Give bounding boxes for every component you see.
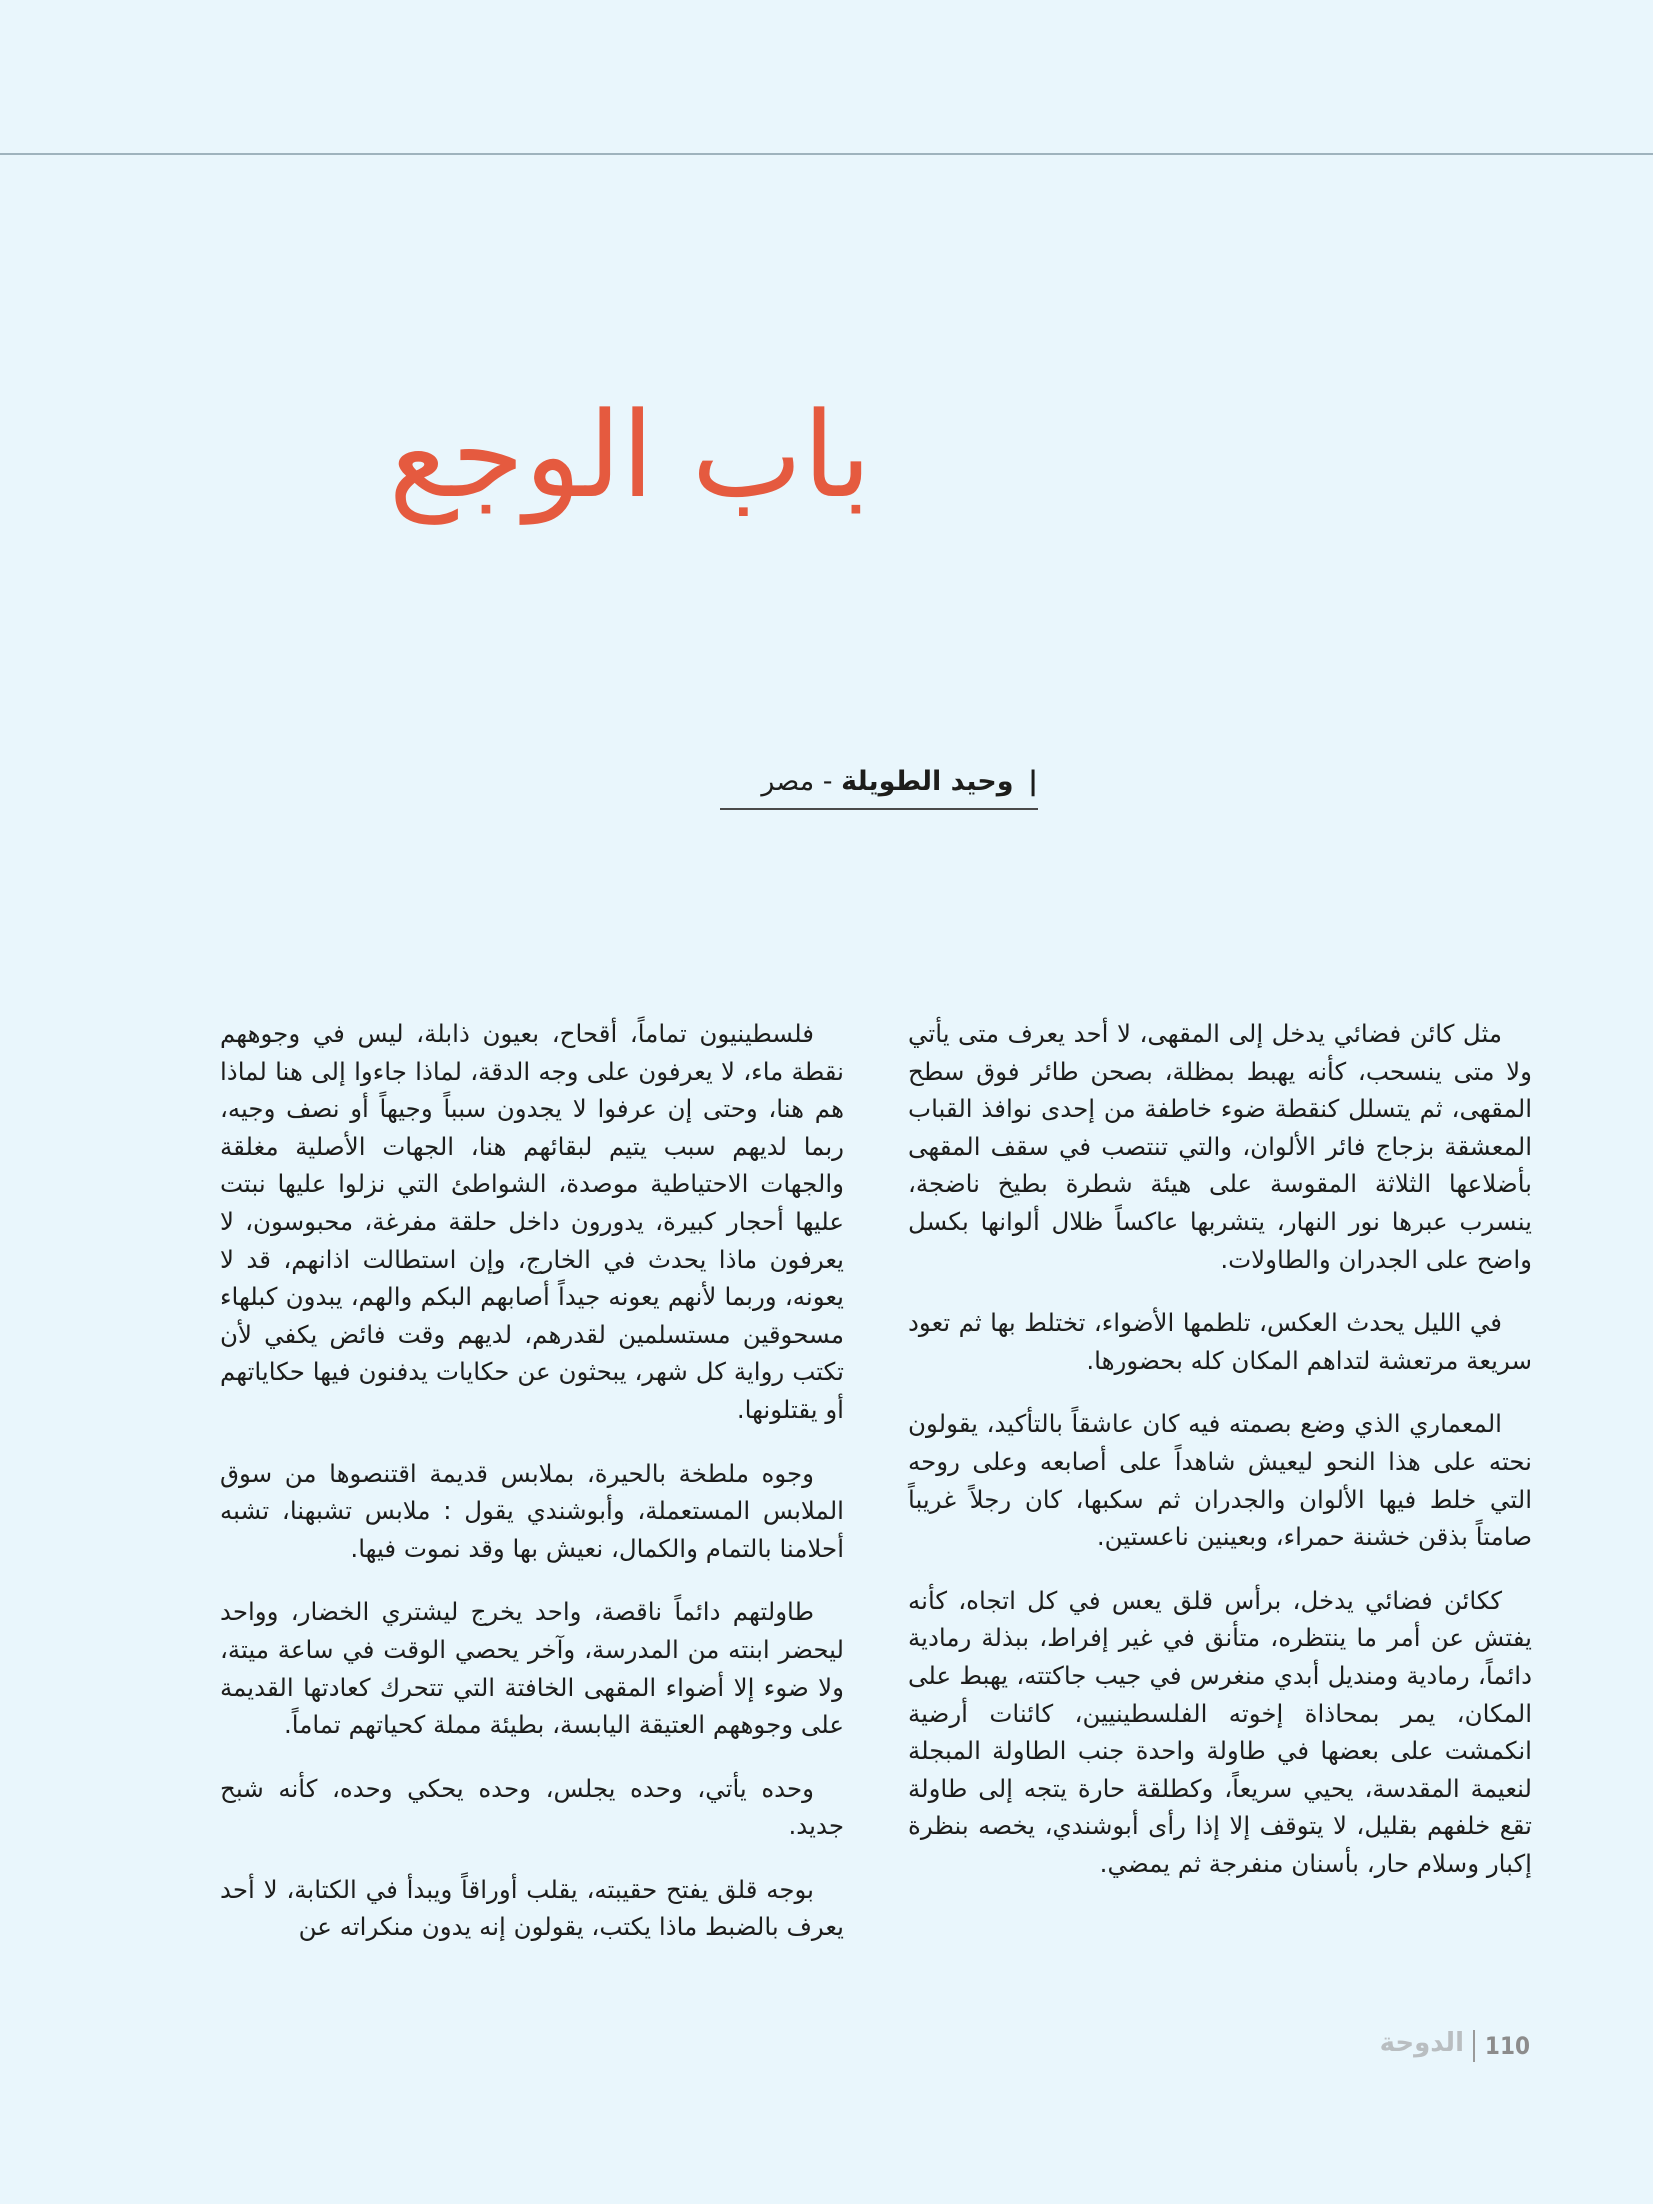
- footer-divider: [1473, 2030, 1475, 2062]
- paragraph: مثل كائن فضائي يدخل إلى المقهى، لا أحد يعرف متى يأتي ولا متى ينسحب، كأنه يهبط بمظلة، بصحن طائر فوق سطح المقهى، ثم يتسلل كنقطة ضوء خاطفة من إحدى نوافذ القباب المعشقة بزجاج فائر الألوان، والتي تنتصب في سقف المقهى بأضلاعها الثلاثة المقوسة على هيئة شطرة بطيخ ناضجة، ينسرب عبرها نور النهار، يتشربها عاكساً ظلال ألوانها بكسل واضح على الجدران والطاولات.: [908, 1019, 1532, 1274]
- paragraph: بوجه قلق يفتح حقيبته، يقلب أوراقاً ويبدأ في الكتابة، لا أحد يعرف بالضبط ماذا يكتب، يقولون إنه يدون منكراته عن: [220, 1874, 844, 1942]
- paragraph: المعماري الذي وضع بصمته فيه كان عاشقاً بالتأكيد، يقولون نحته على هذا النحو ليعيش شاهداً على أصابعه وعلى روحه التي خلط فيها الألوان والجدران ثم سكبها، كان رجلاً غريباً صامتاً بذقن خشنة حمراء، وبعينين ناعستين.: [908, 1409, 1532, 1552]
- paragraph: ككائن فضائي يدخل، برأس قلق يعس في كل اتجاه، كأنه يفتش عن أمر ما ينتظره، متأنق في غير إفراط، ببذلة رمادية دائماً، رمادية ومنديل أبدي منغرس في جيب جاكتته، يهبط على المكان، يمر بمحاذاة إخوته الفلسطينيين، كائنات أرضية انكمشت على بعضها في طاولة واحدة جنب الطاولة المبجلة لنعيمة المقدسة، يحيي سريعاً، وكطلقة حارة يتجه إلى طاولة تقع خلفهم بقليل، لا يتوقف إلا إذا رأى أبوشندي، يخصه بنظرة إكبار وسلام حار، بأسنان منفرجة ثم يمضي.: [908, 1585, 1532, 1878]
- text-column-left: [220, 1015, 844, 1972]
- paragraph: وحده يأتي، وحده يجلس، وحده يحكي وحده، كأنه شبح جديد.: [220, 1773, 844, 1841]
- paragraph: فلسطينيون تماماً، أقحاح، بعيون ذابلة، ليس في وجوههم نقطة ماء، لا يعرفون على وجه الدقة، لماذا جاءوا إلى هنا لماذا هم هنا، وحتى إن عرفوا لا يجدون سبباً وجيهاً أو نصف وجيه، ربما لديهم سبب يتيم لبقائهم هنا، الجهات الأصلية مغلقة والجهات الاحتياطية موصدة، الشواطئ التي نزلوا عليها نبتت عليها أحجار كبيرة، يدورون داخل حلقة مفرغة، محبوسون، لا يعرفون ماذا يحدث في الخارج، وإن استطالت اذانهم، قد لا يعونه، وربما لأنهم يعونه جيداً أصابهم البكم والهم، يبدون كبلهاء مسحوقين مستسلمين لقدرهم، لديهم وقت فائض يكفي لأن تكتب رواية كل شهر، يبحثون عن حكايات يدفنون فيها حكاياتهم أو يقتلونها.: [220, 1019, 844, 1424]
- article-title: باب الوجع: [388, 386, 872, 525]
- byline-bar: |: [1028, 766, 1038, 797]
- paragraph: طاولتهم دائماً ناقصة، واحد يخرج ليشتري الخضار، وواحد ليحضر ابنته من المدرسة، وآخر يحصي الوقت في ساعة ميتة، ولا ضوء إلا أضواء المقهى الخافتة التي تتحرك كعادتها القديمة على وجوههم العتيقة اليابسة، بطيئة مملة كحياتهم تماماً.: [220, 1597, 844, 1740]
- byline: [720, 760, 1038, 810]
- text-column-right: [908, 1015, 1532, 1908]
- paragraph: وجوه ملطخة بالحيرة، بملابس قديمة اقتنصوها من سوق الملابس المستعملة، وأبوشندي يقول : ملابس تشبهنا، تشبه أحلامنا بالتمام والكمال، نعيش بها وقد نموت فيها.: [220, 1458, 844, 1563]
- page-footer: [1380, 2028, 1530, 2068]
- author-name: وحيد الطويلة: [841, 766, 1014, 797]
- author-country: - مصر: [761, 766, 833, 797]
- page-number: 110: [1484, 2032, 1530, 2060]
- header-divider: [0, 153, 1653, 155]
- magazine-logo: الدوحة: [1379, 2028, 1464, 2058]
- paragraph: في الليل يحدث العكس، تلطمها الأضواء، تختلط بها ثم تعود سريعة مرتعشة لتداهم المكان كله بحضورها.: [908, 1308, 1532, 1375]
